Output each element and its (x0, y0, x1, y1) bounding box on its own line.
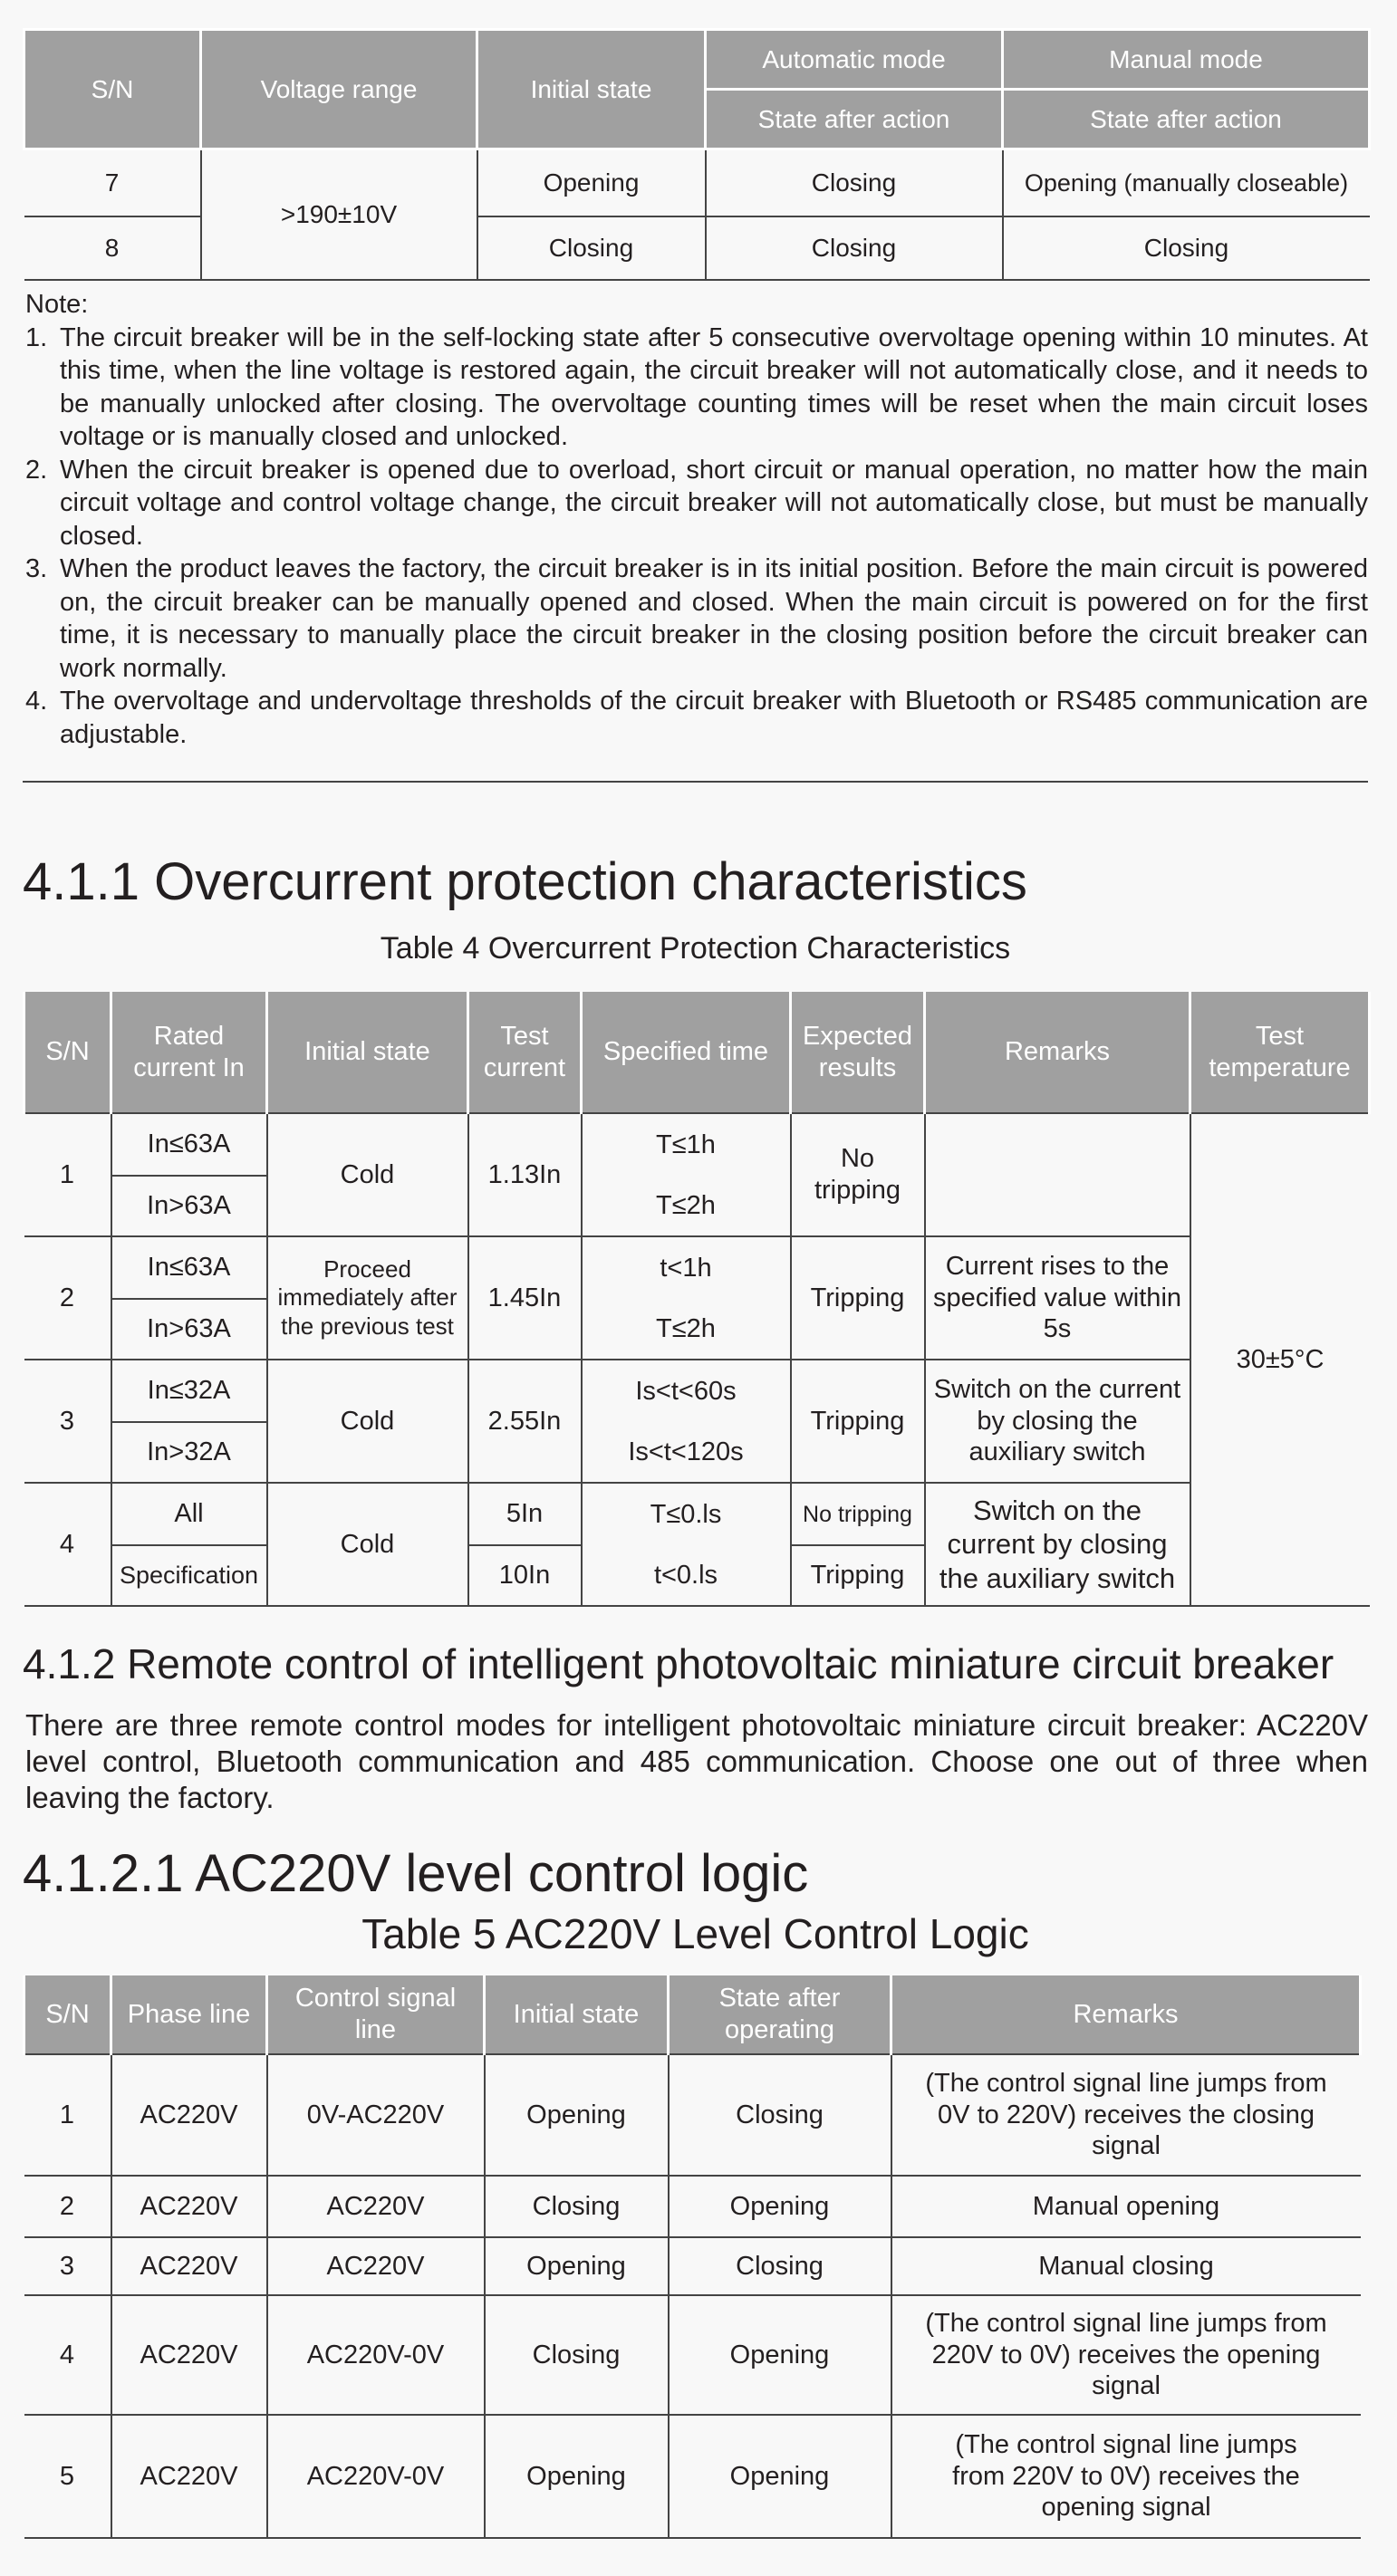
cell-after: Closing (669, 2054, 891, 2176)
cell-rated: In≤32A (111, 1360, 267, 1422)
note-item (25, 553, 1368, 685)
cell-sn: 4 (24, 2295, 111, 2415)
cell-initial: Opening (477, 149, 706, 216)
cell-initial: Proceed immediately after the previous test (267, 1236, 468, 1360)
cell-time (582, 1483, 791, 1606)
notes-block (25, 288, 1368, 751)
note-number: 1. (25, 322, 48, 352)
cell-rated: In>63A (111, 1176, 267, 1236)
cell-expected: Tripping (791, 1360, 925, 1483)
header-manual-state-after: State after action (1003, 90, 1370, 149)
cell-remarks: Manual closing (891, 2237, 1361, 2295)
cell-phase: AC220V (111, 2176, 267, 2237)
table-4-caption: Table 4 Overcurrent Protection Characteristics (380, 931, 1011, 966)
time-value: T≤1h (656, 1130, 716, 1159)
cell-time (582, 1236, 791, 1360)
section-heading-4-1-2-1: 4.1.2.1 AC220V level control logic (23, 1844, 809, 1903)
cell-test-current: 10In (468, 1545, 582, 1606)
header-auto-state-after: State after action (706, 90, 1003, 149)
table-row (24, 1113, 1370, 1176)
note-text: The overvoltage and undervoltage thresholds of the circuit breaker with Bluetooth or RS485 communication are adjustable. (60, 687, 1368, 749)
section-4-1-2-paragraph: There are three remote control modes for intelligent photovoltaic miniature circuit breaker: AC220V level control, Bluetooth communication and 485 communication. Choose one out of three when leaving the factory. (25, 1708, 1368, 1814)
cell-after: Opening (669, 2415, 891, 2538)
note-item (25, 322, 1368, 454)
level-control-table (23, 1975, 1362, 2539)
cell-rated: Specification (111, 1545, 267, 1606)
voltage-state-table (23, 28, 1371, 281)
cell-phase: AC220V (111, 2054, 267, 2176)
cell-sn: 4 (24, 1483, 111, 1606)
table-row (24, 1483, 1370, 1545)
cell-control: AC220V (267, 2176, 485, 2237)
note-number: 3. (25, 554, 48, 583)
cell-sn: 1 (24, 2054, 111, 2176)
header-initial-state: Initial state (485, 1975, 669, 2054)
cell-after: Closing (669, 2237, 891, 2295)
cell-rated: In≤63A (111, 1236, 267, 1299)
cell-phase: AC220V (111, 2237, 267, 2295)
cell-sn: 3 (24, 1360, 111, 1483)
time-value: t<1h (660, 1254, 712, 1283)
cell-voltage-range: >190±10V (201, 149, 477, 280)
header-specified-time: Specified time (582, 992, 791, 1113)
table-row (24, 1360, 1370, 1422)
time-value: t<0.ls (653, 1561, 718, 1590)
header-expected-results: Expected results (791, 992, 925, 1113)
header-sn: S/N (24, 1975, 111, 2054)
time-value: T≤2h (656, 1314, 716, 1343)
note-text: When the circuit breaker is opened due to overload, short circuit or manual operation, no matter how the main circuit voltage and control voltage change, the circuit breaker will not automatically close, but must be manually closed. (60, 455, 1368, 551)
cell-expected: Tripping (791, 1545, 925, 1606)
cell-sn: 2 (24, 2176, 111, 2237)
cell-control: 0V-AC220V (267, 2054, 485, 2176)
header-remarks: Remarks (925, 992, 1190, 1113)
note-number: 2. (25, 455, 48, 485)
cell-sn: 1 (24, 1113, 111, 1236)
time-value: T≤0.ls (650, 1500, 722, 1529)
cell-sn: 2 (24, 1236, 111, 1360)
cell-initial: Closing (477, 216, 706, 280)
note-text: The circuit breaker will be in the self-locking state after 5 consecutive overvoltage opening within 10 minutes. At this time, when the line voltage is restored again, the circuit breaker will not automatically close, and it needs to be manually unlocked after closing. The overvoltage counting times will be reset when the main circuit loses voltage or is manually closed and unlocked. (60, 322, 1368, 451)
cell-sn: 8 (24, 216, 201, 280)
section-heading-4-1-1: 4.1.1 Overcurrent protection characteristics (23, 852, 1027, 911)
header-voltage-range: Voltage range (201, 30, 477, 149)
cell-phase: AC220V (111, 2295, 267, 2415)
note-item (25, 685, 1368, 751)
cell-initial: Closing (485, 2295, 669, 2415)
cell-rated: In>63A (111, 1299, 267, 1360)
cell-manual: Opening (manually closeable) (1003, 149, 1370, 216)
cell-control: AC220V (267, 2237, 485, 2295)
cell-remarks: (The control signal line jumps from 220V to 0V) receives the opening signal (891, 2295, 1361, 2415)
notes-divider (23, 781, 1368, 783)
cell-sn: 3 (24, 2237, 111, 2295)
cell-remarks: Switch on the current by closing the auxiliary switch (925, 1360, 1190, 1483)
cell-initial: Cold (267, 1113, 468, 1236)
table-row (24, 2176, 1361, 2237)
cell-expected: No tripping (791, 1483, 925, 1545)
cell-initial: Closing (485, 2176, 669, 2237)
table-row (24, 2295, 1361, 2415)
note-number: 4. (25, 687, 48, 716)
header-state-after-operating: State after operating (669, 1975, 891, 2054)
header-sn: S/N (24, 992, 111, 1113)
header-remarks: Remarks (891, 1975, 1361, 2054)
cell-remarks: Manual opening (891, 2176, 1361, 2237)
header-automatic-mode: Automatic mode (706, 30, 1003, 90)
cell-rated: All (111, 1483, 267, 1545)
cell-test-current: 2.55In (468, 1360, 582, 1483)
table-row (24, 2237, 1361, 2295)
cell-control: AC220V-0V (267, 2295, 485, 2415)
cell-manual: Closing (1003, 216, 1370, 280)
time-value: Is<t<120s (628, 1437, 744, 1466)
cell-initial: Opening (485, 2415, 669, 2538)
header-initial-state: Initial state (267, 992, 468, 1113)
table-row (24, 2415, 1361, 2538)
cell-remarks: Current rises to the specified value within 5s (925, 1236, 1190, 1360)
cell-time (582, 1360, 791, 1483)
cell-time (582, 1113, 791, 1236)
cell-phase: AC220V (111, 2415, 267, 2538)
cell-after: Opening (669, 2295, 891, 2415)
cell-auto: Closing (706, 216, 1003, 280)
cell-remarks: Switch on the current by closing the auxiliary switch (925, 1483, 1190, 1606)
cell-test-current: 5In (468, 1483, 582, 1545)
header-manual-mode: Manual mode (1003, 30, 1370, 90)
cell-test-current: 1.45In (468, 1236, 582, 1360)
cell-test-current: 1.13In (468, 1113, 582, 1236)
header-rated-current: Rated current In (111, 992, 267, 1113)
header-control-signal-line: Control signal line (267, 1975, 485, 2054)
section-heading-4-1-2: 4.1.2 Remote control of intelligent photovoltaic miniature circuit breaker (23, 1640, 1334, 1687)
cell-initial: Cold (267, 1360, 468, 1483)
cell-remarks (925, 1113, 1190, 1236)
cell-initial: Cold (267, 1483, 468, 1606)
cell-rated: In>32A (111, 1422, 267, 1483)
table-row (24, 2054, 1361, 2176)
cell-sn: 5 (24, 2415, 111, 2538)
header-test-current: Test current (468, 992, 582, 1113)
cell-after: Opening (669, 2176, 891, 2237)
table-row (24, 1236, 1370, 1299)
header-phase-line: Phase line (111, 1975, 267, 2054)
cell-rated: In≤63A (111, 1113, 267, 1176)
cell-expected: Tripping (791, 1236, 925, 1360)
overcurrent-table (23, 992, 1371, 1607)
cell-initial: Opening (485, 2237, 669, 2295)
cell-auto: Closing (706, 149, 1003, 216)
header-test-temperature: Test temperature (1190, 992, 1370, 1113)
cell-sn: 7 (24, 149, 201, 216)
time-value: T≤2h (656, 1191, 716, 1220)
table-row (24, 149, 1370, 216)
table-5-caption: Table 5 AC220V Level Control Logic (361, 1910, 1029, 1957)
time-value: Is<t<60s (635, 1377, 737, 1406)
note-item (25, 454, 1368, 553)
note-text: When the product leaves the factory, the circuit breaker is in its initial position. Before the main circuit is powered on, the circuit breaker can be manually opened and closed. When the main circuit is powered on for the first time, it is necessary to manually place the circuit breaker in the closing position before the circuit breaker can work normally. (60, 554, 1368, 683)
cell-expected: No tripping (791, 1113, 925, 1236)
header-initial-state: Initial state (477, 30, 706, 149)
cell-control: AC220V-0V (267, 2415, 485, 2538)
cell-remarks: (The control signal line jumps from 220V to 0V) receives the opening signal (891, 2415, 1361, 2538)
cell-initial: Opening (485, 2054, 669, 2176)
cell-remarks: (The control signal line jumps from 0V to 220V) receives the closing signal (891, 2054, 1361, 2176)
cell-temperature: 30±5°C (1190, 1113, 1370, 1606)
notes-title: Note: (25, 290, 89, 319)
header-sn: S/N (24, 30, 201, 149)
